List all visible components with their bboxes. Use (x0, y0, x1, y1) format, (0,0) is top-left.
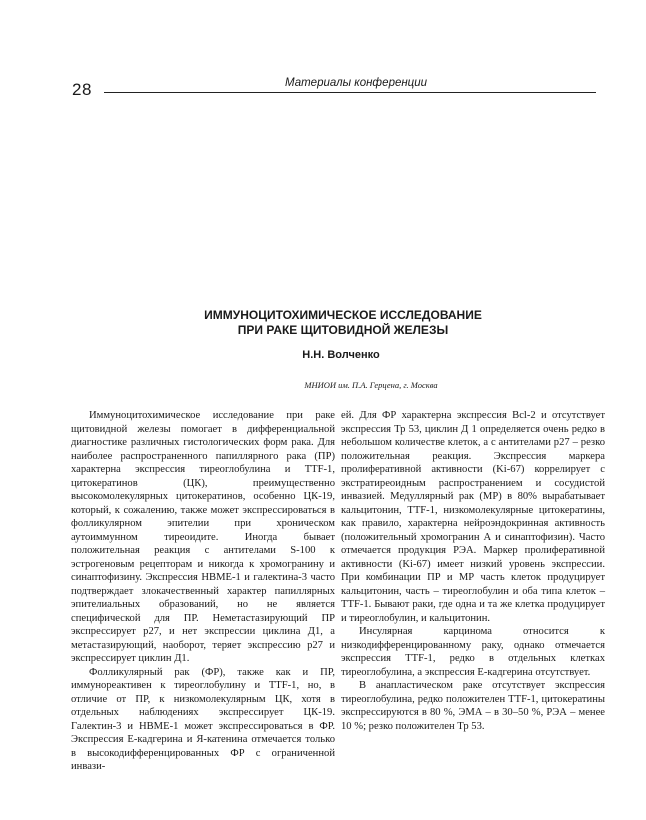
paragraph: Инсулярная карцинома относится к низкодифференцированному раку, однако отмечается экспрессия TTF-1, редко в отдельных клетках тиреоглобулина, а экспрессия Е-кадгерина отсутствует. (341, 626, 605, 678)
author-name (0, 349, 646, 361)
right-column (341, 409, 605, 733)
left-column (71, 409, 335, 774)
article-title (0, 308, 646, 338)
page-number: 28 (72, 80, 92, 99)
author-text: Н.Н. Волченко (302, 349, 380, 361)
paragraph: В анапластическом раке отсутствует экспрессия тиреоглобулина, редко положителен TTF-1, цитокератины экспрессируются в 80 %, ЭМА – в 30–50 %, РЭА – менее 10 %; резко положителен Тр 53. (341, 680, 605, 732)
affiliation-text: МНИОИ им. П.А. Герцена, г. Москва (304, 380, 438, 390)
paragraph: Фолликулярный рак (ФР), также как и ПР, иммунореактивен к тиреоглобулину и TTF-1, но, в отличие от ПР, к низкомолекулярным ЦК, хотя в отдельных наблюдениях экспрессирует ЦК-19. Галектин-3 и HBME-1 может экспрессироваться в ФР. Экспрессия Е-кадгерина и Я-катенина отмечается только в высокодифференцированных ФР с ограниченной инвази- (71, 666, 335, 772)
header-rule (104, 92, 596, 93)
title-line-1: ИММУНОЦИТОХИМИЧЕСКОЕ ИССЛЕДОВАНИЕ (204, 308, 482, 322)
affiliation (0, 380, 646, 390)
paragraph: ей. Для ФР характерна экспрессия Bcl-2 и отсутствует экспрессия Тр 53, циклин Д 1 определяется очень редко в небольшом количестве клеток, а с антителами p27 – резко положительная реакция. Экспрессия маркера пролиферативной активности (Ki-67) коррелирует с экстратиреоидным распространением и сосудистой инвазией. Медуллярный рак (МР) в 80% вырабатывает кальцитонин, TTF-1, низкомолекулярные цитокератины, как правило, характерна нейроэндокринная активность (положительный хромогранин А и синаптофизин). Часто отмечается продукция РЭА. Маркер пролиферативной активности (Ki-67) имеет низкий уровень экспрессии. При комбинации ПР и МР часть клеток продуцирует кальцитонин, часть – тиреоглобулин и оба типа клеток – TTF-1. Бывают раки, где одна и та же клетка продуцирует и тиреоглобулин, и кальцитонин. (341, 410, 605, 624)
title-line-2: ПРИ РАКЕ ЩИТОВИДНОЙ ЖЕЛЕЗЫ (237, 323, 449, 337)
running-title: Материалы конференции (285, 77, 428, 89)
paragraph: Иммуноцитохимическое исследование при раке щитовидной железы помогает в дифференциальной диагностике различных гистологических форм рака. Для наиболее распространенного папиллярного рака (ПР) характерна экспрессия тиреоглобулина и TTF-1, цитокератинов (ЦК), преимущественно высокомолекулярных цитокератинов, особенно ЦК-19, который, к сожалению, также может экспрессироваться в фолликулярном эпителии при хроническом аутоиммунном тиреоидите. Иногда бывает положительная реакция с антителами S-100 к эстрогеновым рецепторам и никогда к хромогранину и синаптофизину. Экспрессия HBME-1 и галектина-3 часто подтверждает злокачественный характер папиллярных эпителиальных образований, но не является специфической для ПР. Неметастазирующий ПР экспрессирует p27, и нет экспрессии циклина Д1, а метастазирующий, наоборот, теряет экспрессию p27 и экспрессирует циклин Д1. (71, 410, 335, 664)
